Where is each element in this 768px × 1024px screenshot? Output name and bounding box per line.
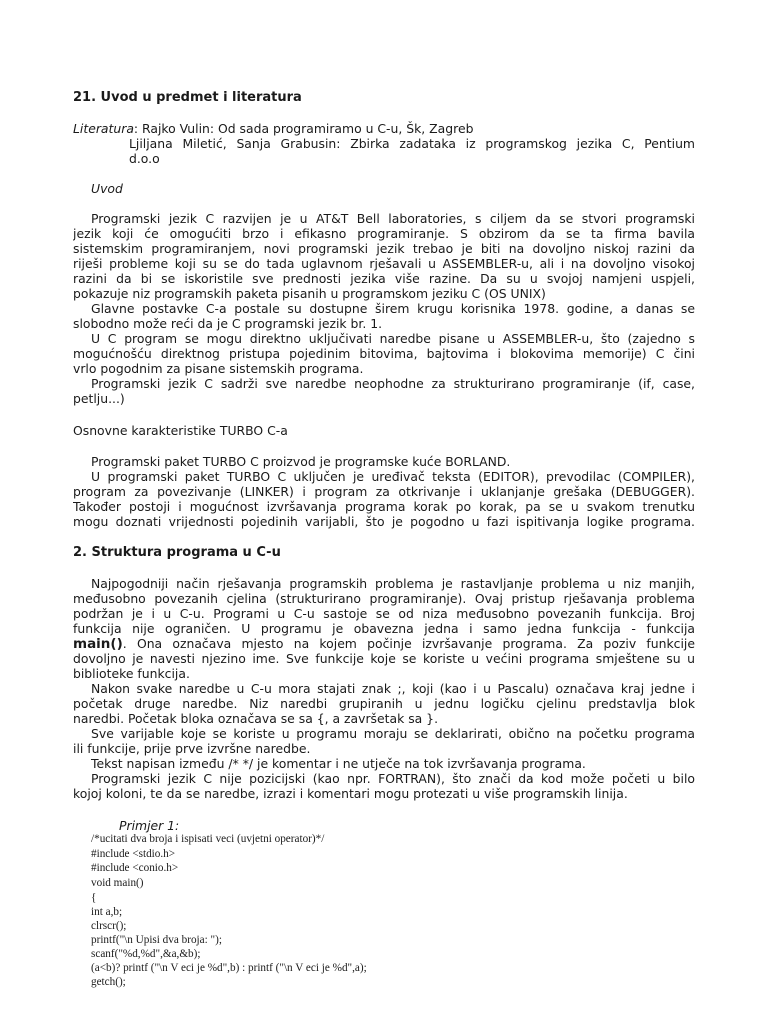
section-heading: 21. Uvod u predmet i literatura [73,90,302,105]
paragraph-line: Tekst napisan između /* */ je komentar i ne utječe na tok izvršavanja programa. [91,756,586,771]
paragraph-line: biblioteke funkcija. [73,666,190,681]
literature-label: Literatura [73,121,134,136]
code-line: (a<b)? printf ("\n V eci je %d",b) : printf ("\n V eci je %d",a); [91,962,367,974]
turbo-line: U programski paket TURBO C uključen je uređivač teksta (EDITOR), prevodilac (COMPILER), [91,469,695,484]
paragraph-line: Sve varijable koje se koriste u programu moraju se deklarirati, obično na početku programa [91,726,695,741]
code-line: void main() [91,877,144,889]
paragraph-line: Programski jezik C nije pozicijski (kao npr. FORTRAN), što znači da kod može početi u bilo [91,771,695,786]
turbo-line: program za povezivanje (LINKER) i program za otkrivanje i uklanjanje grešaka (DEBUGGER). [73,484,695,499]
code-line: /*ucitati dva broja i ispisati veci (uvjetni operator)*/ [91,833,325,845]
code-line: printf("\n Upisi dva broja: "); [91,934,222,946]
paragraph-line: mogućnošću direktnog pristupa pojedinim bitovima, bajtovima i blokovima memorije) C čini [73,346,695,361]
literature-text: : Rajko Vulin: Od sada programiramo u C-u, Šk, Zagreb [133,121,474,136]
turbo-title: Osnovne karakteristike TURBO C-a [73,423,288,438]
code-line: clrscr(); [91,920,127,932]
paragraph-line: kojoj koloni, te da se naredbe, izrazi i komentari mogu protezati u više programskih linija. [73,786,628,801]
paragraph-line: dovoljno je navesti njezino ime. Sve funkcije koje se koriste u većini programa smještene su u [73,651,695,666]
literature-line-1 [73,121,473,136]
main-function-name: main() [73,636,123,651]
intro-title: Uvod [91,181,123,196]
turbo-line: mogu doznati vrijednosti pojedinih varijabli, što je pogodno u fazi ispitivanja logike programa. [73,514,695,529]
paragraph-line [73,636,695,651]
paragraph-line: sistemskim programiranjem, novi programski jezik trebao je biti na dovoljno niskoj razini da [73,241,695,256]
document-page [73,0,695,1024]
turbo-line: Također postoji i mogućnost izvršavanja programa korak po korak, pa se u svakom trenutku [73,499,695,514]
paragraph-line: slobodno može reći da je C programski jezik br. 1. [73,316,383,331]
main-function-text: . Ona označava mjesto na kojem počinje izvršavanje programa. Za poziv funkcije [122,636,695,651]
paragraph-line: Glavne postavke C-a postale su dostupne širem krugu korisnika 1978. godine, a danas se [91,301,695,316]
literature-line-2: Ljiljana Miletić, Sanja Grabusin: Zbirka zadataka iz programskog jezika C, Pentium [129,136,695,151]
turbo-line: Programski paket TURBO C proizvod je programske kuće BORLAND. [91,454,511,469]
code-line: int a,b; [91,906,123,918]
paragraph-line: naredbi. Početak bloka označava se sa {, a završetak sa }. [73,711,439,726]
paragraph-line: Najpogodniji način rješavanja programskih problema je rastavljanje problema u niz manjih, [91,576,695,591]
paragraph-line: podržan je i u C-u. Programi u C-u sastoje se od niza međusobno povezanih funkcija. Broj [73,606,695,621]
paragraph-line: početak druge naredbe. Niz naredbi grupiranih u jednu logičku cjelinu predstavlja blok [73,696,695,711]
paragraph-line: jezik koji će omogućiti brzo i efikasno programiranje. S obzirom da se ta firma bavila [73,226,695,241]
example-title: Primjer 1: [119,818,180,833]
section-heading: 2. Struktura programa u C-u [73,545,281,560]
paragraph-line: pokazuje niz programskih paketa pisanih u programskom jeziku C (OS UNIX) [73,286,546,301]
paragraph-line: Programski jezik C razvijen je u AT&T Bell laboratories, s ciljem da se stvori programski [91,211,695,226]
paragraph-line: vrlo pogodnim za pisane sistemskih programa. [73,361,364,376]
paragraph-line: Programski jezik C sadrži sve naredbe neophodne za strukturirano programiranje (if, case, [91,376,695,391]
paragraph-line: petlju...) [73,391,125,406]
code-line: getch(); [91,976,126,988]
paragraph-line: riješi probleme koji su se do tada uglavnom rješavali u ASSEMBLER-u, ali i na dovoljno visokoj [73,256,695,271]
paragraph-line: međusobno povezanih cjelina (strukturirano programiranje). Ovaj pristup rješavanja problema [73,591,695,606]
paragraph-line: Nakon svake naredbe u C-u mora stajati znak ;, koji (kao i u Pascalu) označava kraj jedne i [91,681,695,696]
paragraph-line: U C program se mogu direktno uključivati naredbe pisane u ASSEMBLER-u, što (zajedno s [91,331,695,346]
code-line: { [91,892,97,904]
paragraph-line: funkcija nije ograničen. U programu je obavezna jedna i samo jedna funkcija - funkcija [73,621,695,636]
literature-line-3: d.o.o [129,151,160,166]
paragraph-line: razini da bi se iskoristile sve prednosti jezika više razine. Da su u svojoj namjeni uspjeli, [73,271,695,286]
code-line: #include <conio.h> [91,862,179,874]
paragraph-line: ili funkcije, prije prve izvršne naredbe. [73,741,311,756]
code-line: #include <stdio.h> [91,848,176,860]
code-line: scanf("%d,%d",&a,&b); [91,948,201,960]
